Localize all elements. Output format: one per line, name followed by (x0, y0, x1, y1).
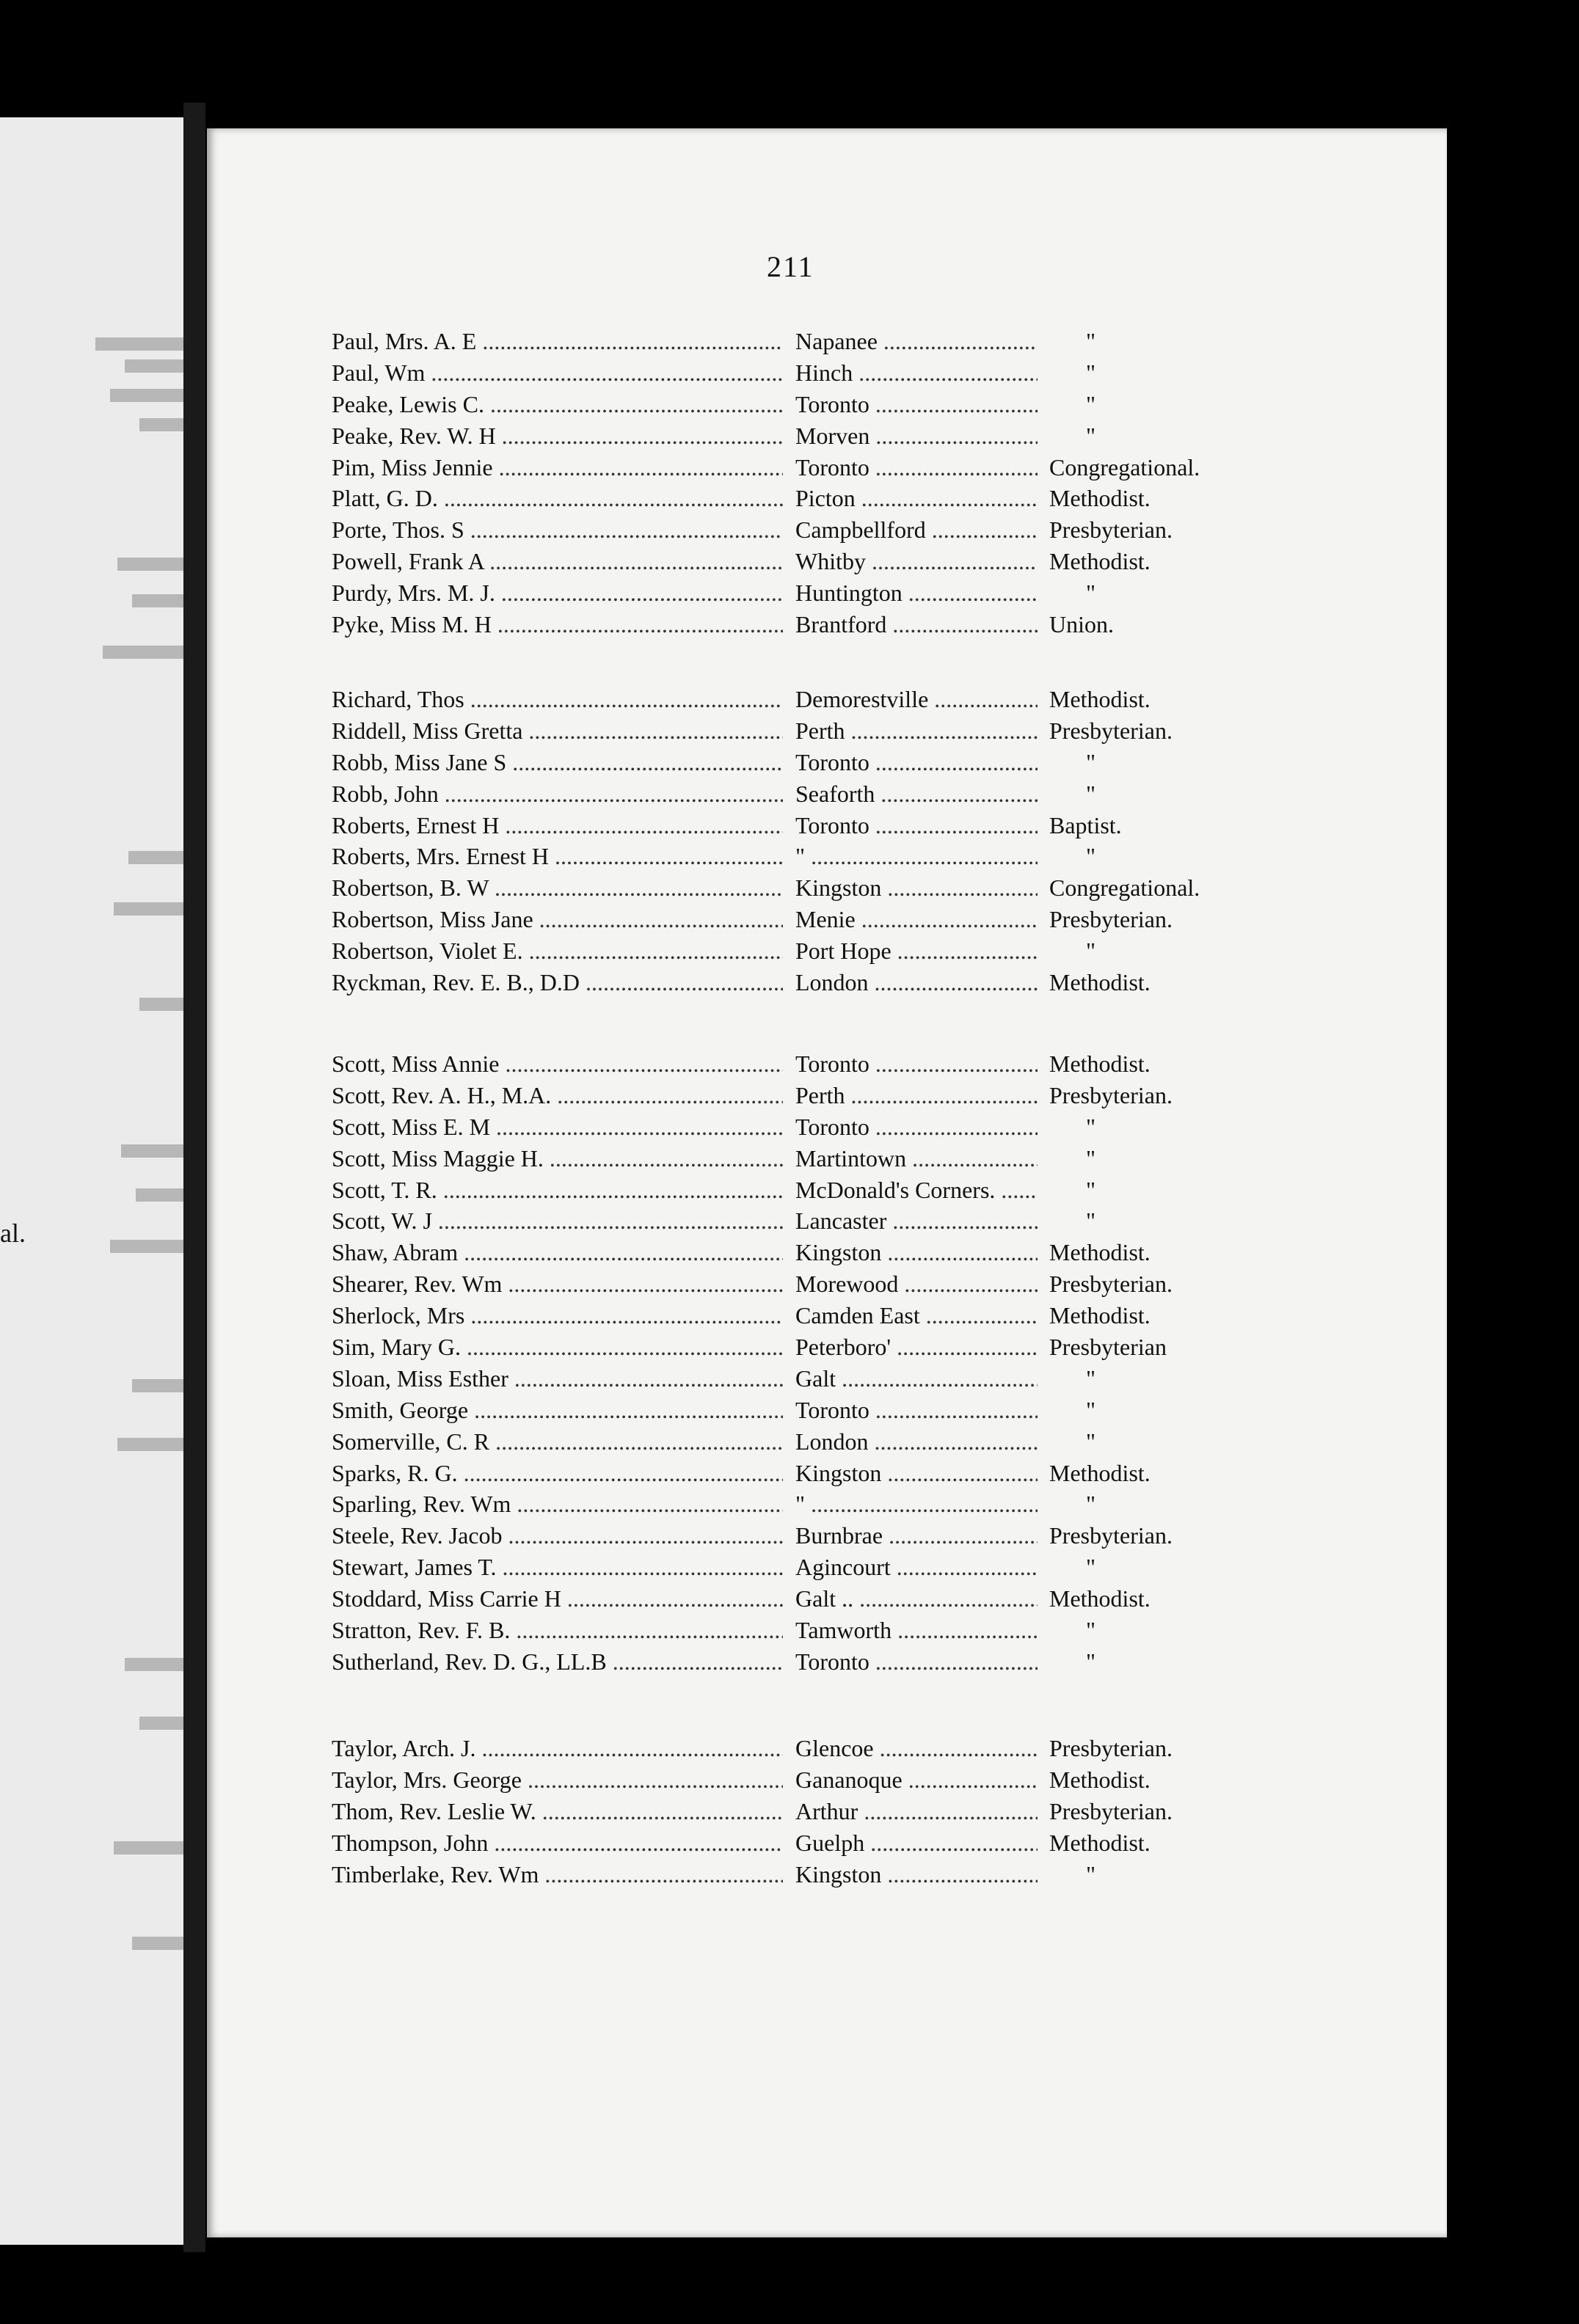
entry-denomination: Methodist. (1049, 1050, 1150, 1077)
entry-name: Scott, Miss Annie ..... (332, 1050, 783, 1078)
directory-entry (332, 1334, 1278, 1365)
directory-entry (332, 938, 1278, 969)
entry-name: Scott, T. R. ..... (332, 1177, 783, 1204)
entry-name: Smith, George ..... (332, 1397, 783, 1424)
entry-name: Robb, John ..... (332, 781, 783, 808)
entry-place: Kingston ..... (795, 1239, 1038, 1266)
entry-denomination: Baptist. (1049, 811, 1122, 838)
entry-denomination: Methodist. (1049, 548, 1150, 575)
entry-name: Stratton, Rev. F. B. ..... (332, 1617, 783, 1644)
entry-place: Kingston ..... (795, 874, 1038, 902)
entry-denomination: Congregational. (1049, 874, 1200, 902)
entry-denomination: " (1086, 1144, 1096, 1172)
directory-entry (332, 1766, 1278, 1798)
directory-entry (332, 1177, 1278, 1208)
page-number: 211 (767, 250, 814, 283)
entry-place: Toronto ..... (795, 1648, 1038, 1676)
directory-entry (332, 1798, 1278, 1830)
entry-denomination: Presbyterian. (1049, 516, 1173, 544)
directory-entry (332, 1050, 1278, 1082)
directory-entry (332, 1861, 1278, 1893)
entry-denomination: Presbyterian. (1049, 1081, 1173, 1108)
entry-denomination: " (1086, 328, 1096, 354)
entry-denomination: " (1086, 1113, 1096, 1140)
directory-entry (332, 1617, 1278, 1648)
directory-entry (332, 423, 1278, 454)
entry-place: Gananoque ..... (795, 1766, 1038, 1794)
entry-denomination: " (1086, 1648, 1096, 1675)
entry-place: Perth ..... (795, 1082, 1038, 1109)
entry-place: Kingston ..... (795, 1861, 1038, 1888)
entry-denomination: Methodist. (1049, 1766, 1150, 1793)
entry-denomination: Congregational. (1049, 453, 1200, 480)
entry-name: Sherlock, Mrs ..... (332, 1302, 783, 1329)
directory-entry (332, 1365, 1278, 1397)
directory-entry (332, 874, 1278, 906)
entry-name: Ryckman, Rev. E. B., D.D ..... (332, 969, 783, 996)
directory-entry (332, 1585, 1278, 1617)
entry-place: Picton ..... (795, 485, 1038, 512)
entry-denomination: Methodist. (1049, 969, 1150, 996)
section-t (332, 1735, 1278, 1892)
entry-name: Peake, Rev. W. H ..... (332, 423, 783, 450)
entry-name: Thompson, John ..... (332, 1830, 783, 1857)
entry-name: Robb, Miss Jane S ..... (332, 749, 783, 776)
directory-entry (332, 516, 1278, 548)
entry-name: Robertson, Miss Jane ..... (332, 906, 783, 933)
entry-place: Toronto ..... (795, 812, 1038, 839)
entry-denomination: Presbyterian. (1049, 1522, 1173, 1549)
entry-denomination: " (1086, 1207, 1096, 1235)
entry-name: Sutherland, Rev. D. G., LL.B ..... (332, 1648, 783, 1676)
entry-name: Stewart, James T. ..... (332, 1554, 783, 1581)
entry-denomination: " (1086, 1176, 1096, 1203)
entry-name: Taylor, Mrs. George ..... (332, 1766, 783, 1794)
entry-denomination: " (1086, 1396, 1096, 1423)
directory-entry (332, 1145, 1278, 1177)
entry-name: Scott, Miss E. M ..... (332, 1114, 783, 1141)
entry-place: Seaforth ..... (795, 781, 1038, 808)
entry-place: Kingston ..... (795, 1460, 1038, 1487)
entry-denomination: " (1086, 359, 1096, 386)
entry-place: Burnbrae ..... (795, 1522, 1038, 1549)
entry-denomination: " (1086, 843, 1096, 870)
entry-name: Sim, Mary G. ..... (332, 1334, 783, 1361)
directory-entry (332, 359, 1278, 391)
directory-entry (332, 1522, 1278, 1554)
entry-place: Guelph ..... (795, 1830, 1038, 1857)
entry-name: Richard, Thos ..... (332, 686, 783, 713)
entry-place: Toronto ..... (795, 1114, 1038, 1141)
entry-name: Peake, Lewis C. ..... (332, 391, 783, 418)
entry-name: Paul, Wm ..... (332, 359, 783, 387)
entry-name: Sparks, R. G. ..... (332, 1460, 783, 1487)
directory-entry (332, 906, 1278, 938)
entry-name: Stoddard, Miss Carrie H ..... (332, 1585, 783, 1612)
entry-place: McDonald's Corners. ..... (795, 1177, 1038, 1204)
entry-denomination: Methodist. (1049, 686, 1150, 712)
entry-denomination: Presbyterian. (1049, 1797, 1173, 1824)
directory-entry (332, 749, 1278, 781)
entry-name: Scott, W. J ..... (332, 1207, 783, 1235)
entry-place: Perth ..... (795, 717, 1038, 745)
entry-denomination: Presbyterian. (1049, 1271, 1173, 1298)
entry-place: Agincourt ..... (795, 1554, 1038, 1581)
directory-entry (332, 1397, 1278, 1428)
entry-place: Glencoe ..... (795, 1735, 1038, 1762)
entry-denomination: " (1086, 1491, 1096, 1518)
entry-name: Steele, Rev. Jacob ..... (332, 1522, 783, 1549)
directory-entry (332, 1460, 1278, 1491)
entry-denomination: " (1086, 748, 1096, 775)
entry-place: Toronto ..... (795, 749, 1038, 776)
entry-place: Toronto ..... (795, 1397, 1038, 1424)
entry-place: Morewood ..... (795, 1271, 1038, 1298)
entry-place: Galt ..... (795, 1365, 1038, 1392)
directory-entry (332, 611, 1278, 643)
entry-name: Robertson, Violet E. ..... (332, 938, 783, 965)
directory-entry (332, 1648, 1278, 1680)
entry-place: Toronto ..... (795, 454, 1038, 481)
entry-denomination: " (1086, 390, 1096, 417)
directory-entry (332, 1491, 1278, 1522)
facing-page-text: al. (0, 1218, 26, 1248)
entry-name: Somerville, C. R ..... (332, 1428, 783, 1455)
entry-name: Sloan, Miss Esther ..... (332, 1365, 783, 1392)
section-r (332, 686, 1278, 1001)
entry-denomination: " (1086, 1364, 1096, 1392)
entry-name: Riddell, Miss Gretta ..... (332, 717, 783, 745)
directory-entry (332, 1830, 1278, 1861)
entry-denomination: " (1086, 1554, 1096, 1581)
section-s (332, 1050, 1278, 1680)
entry-name: Timberlake, Rev. Wm ..... (332, 1861, 783, 1888)
entry-place: Morven ..... (795, 423, 1038, 450)
directory-entry (332, 580, 1278, 611)
entry-denomination: Presbyterian. (1049, 717, 1173, 744)
entry-name: Powell, Frank A ..... (332, 548, 783, 575)
entry-place: Martintown ..... (795, 1145, 1038, 1172)
entry-denomination: " (1086, 1860, 1096, 1888)
directory-entry (332, 548, 1278, 580)
entry-place: Whitby ..... (795, 548, 1038, 575)
entry-name: Paul, Mrs. A. E ..... (332, 328, 783, 355)
entry-denomination: " (1086, 780, 1096, 807)
entry-place: Brantford ..... (795, 611, 1038, 638)
directory-entry (332, 969, 1278, 1001)
book-gutter (183, 103, 205, 2252)
entry-name: Purdy, Mrs. M. J. ..... (332, 580, 783, 607)
entry-denomination: " (1086, 938, 1096, 965)
entry-denomination: Methodist. (1049, 1459, 1150, 1486)
directory-entry (332, 328, 1278, 359)
directory-entry (332, 1302, 1278, 1334)
entry-name: Thom, Rev. Leslie W. ..... (332, 1798, 783, 1825)
entry-name: Shaw, Abram ..... (332, 1239, 783, 1266)
entry-denomination: Methodist. (1049, 1302, 1150, 1329)
entry-place: Peterboro' ..... (795, 1334, 1038, 1361)
directory-entry (332, 1114, 1278, 1145)
entry-name: Platt, G. D. ..... (332, 485, 783, 512)
entry-name: Roberts, Mrs. Ernest H ..... (332, 843, 783, 870)
entry-place: " ..... (795, 1491, 1038, 1518)
directory-entry (332, 1239, 1278, 1271)
directory-entry (332, 843, 1278, 874)
entry-denomination: " (1086, 1428, 1096, 1455)
entry-denomination: Methodist. (1049, 1585, 1150, 1612)
directory-entry (332, 686, 1278, 717)
entry-place: Arthur ..... (795, 1798, 1038, 1825)
directory-entry (332, 454, 1278, 486)
entry-place: Demorestville ..... (795, 686, 1038, 713)
entry-denomination: " (1086, 580, 1096, 607)
entry-name: Shearer, Rev. Wm ..... (332, 1271, 783, 1298)
entry-denomination: Presbyterian. (1049, 906, 1173, 933)
entry-place: Lancaster ..... (795, 1207, 1038, 1235)
entry-denomination: Methodist. (1049, 485, 1150, 512)
entry-place: Huntington ..... (795, 580, 1038, 607)
entry-name: Robertson, B. W ..... (332, 874, 783, 902)
entry-place: Toronto ..... (795, 1050, 1038, 1078)
entry-denomination: Union. (1049, 611, 1114, 638)
directory-entry (332, 391, 1278, 423)
entry-place: Campbellford ..... (795, 516, 1038, 544)
entry-denomination: Methodist. (1049, 1239, 1150, 1266)
entry-place: Tamworth ..... (795, 1617, 1038, 1644)
entry-name: Pim, Miss Jennie ..... (332, 454, 783, 481)
entry-denomination: Methodist. (1049, 1829, 1150, 1856)
entry-name: Porte, Thos. S ..... (332, 516, 783, 544)
section-p (332, 328, 1278, 643)
directory-entry (332, 485, 1278, 516)
entry-denomination: " (1086, 422, 1096, 449)
facing-page-fragment (0, 117, 183, 2245)
directory-entry (332, 1428, 1278, 1460)
entry-name: Scott, Miss Maggie H. ..... (332, 1145, 783, 1172)
entry-name: Roberts, Ernest H ..... (332, 812, 783, 839)
entry-name: Taylor, Arch. J. ..... (332, 1735, 783, 1762)
entry-place: Galt .. ..... (795, 1585, 1038, 1612)
entry-place: Port Hope ..... (795, 938, 1038, 965)
directory-entry (332, 717, 1278, 749)
directory-entry (332, 812, 1278, 844)
entry-place: Camden East ..... (795, 1302, 1038, 1329)
entry-denomination: Presbyterian (1049, 1334, 1167, 1361)
entry-place: London ..... (795, 1428, 1038, 1455)
directory-entry (332, 1554, 1278, 1585)
entry-name: Pyke, Miss M. H ..... (332, 611, 783, 638)
entry-place: Toronto ..... (795, 391, 1038, 418)
entry-denomination: Presbyterian. (1049, 1735, 1173, 1761)
directory-entry (332, 1271, 1278, 1302)
directory-entry (332, 1735, 1278, 1766)
entry-place: London ..... (795, 969, 1038, 996)
entry-denomination: " (1086, 1617, 1096, 1644)
directory-entry (332, 1207, 1278, 1239)
entry-name: Scott, Rev. A. H., M.A. ..... (332, 1082, 783, 1109)
entry-place: Hinch ..... (795, 359, 1038, 387)
entry-name: Sparling, Rev. Wm ..... (332, 1491, 783, 1518)
directory-entry (332, 781, 1278, 812)
entry-place: " ..... (795, 843, 1038, 870)
entry-place: Menie ..... (795, 906, 1038, 933)
directory-entry (332, 1082, 1278, 1114)
entry-place: Napanee ..... (795, 328, 1038, 355)
